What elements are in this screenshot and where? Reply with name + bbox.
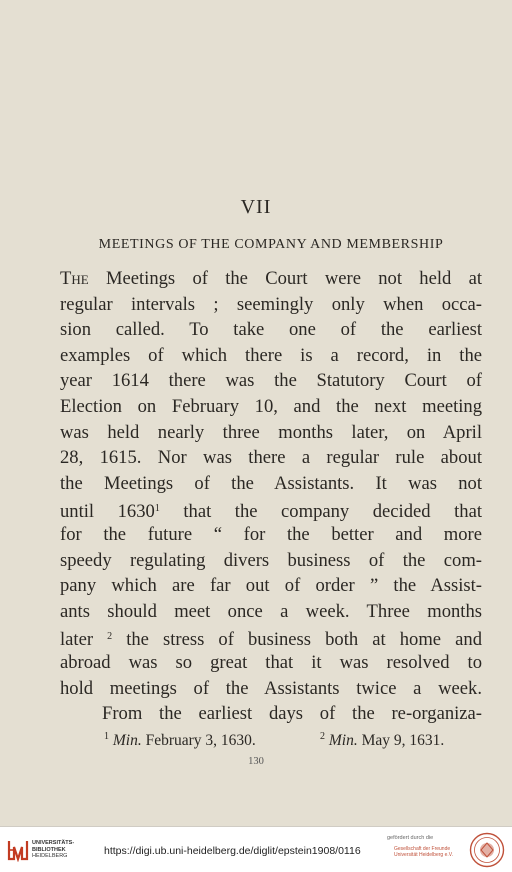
text-line: speedy regulating divers business of the com-: [60, 549, 482, 571]
footnote-2: $^2$ Min. May 9, 1631.: [320, 731, 445, 749]
permalink-url[interactable]: https://digi.ub.uni-heidelberg.de/diglit/epstein1908/0116: [104, 845, 361, 857]
footnote-1: $^1$ Min. February 3, 1630.: [104, 731, 256, 749]
footnote-ref-1[interactable]: 1: [154, 503, 160, 515]
text-line: 28, 1615. Nor was there a regular rule about: [60, 447, 482, 469]
text-line: abroad was so great that it was resolved to: [60, 651, 482, 673]
text-line: for the future “ for the better and more: [60, 523, 482, 545]
university-library-name: UNIVERSITÄTS- BIBLIOTHEK HEIDELBERG: [32, 840, 75, 859]
text-line: later $^2$ the stress of business both at home and: [60, 629, 482, 651]
text-line: hold meetings of the Assistants twice a week.: [60, 677, 482, 699]
chapter-number: VII: [240, 196, 272, 218]
chapter-title: MEETINGS OF THE COMPANY AND MEMBERSHIP: [98, 237, 444, 252]
digitization-footer: [0, 826, 512, 872]
text-line: The Meetings of the Court were not held at: [60, 268, 482, 289]
text-line: Election on February 10, and the next meeting: [60, 395, 482, 417]
opening-word: The: [60, 268, 89, 289]
sponsor-name: Gesellschaft der Freunde Universität Heidelberg e.V.: [394, 846, 454, 858]
text-line: until 1630$^1$ that the company decided that: [60, 501, 482, 523]
text-line: examples of which there is a record, in the: [60, 344, 482, 366]
text-line: regular intervals ; seemingly only when occa-: [60, 293, 482, 315]
page-number: 130: [248, 756, 264, 767]
bleed-through-decoration: [0, 50, 512, 125]
sponsor-heading: gefördert durch die: [387, 835, 434, 841]
text-line: sion called. To take one of the earliest: [60, 319, 482, 341]
text-line: year 1614 there was the Statutory Court of: [60, 370, 482, 392]
text-line: ants should meet once a week. Three months: [60, 600, 482, 622]
text-line: was held nearly three months later, on April: [60, 421, 482, 443]
text-line: the Meetings of the Assistants. It was not: [60, 472, 482, 494]
university-library-logo-icon[interactable]: [6, 838, 30, 862]
text-line: pany which are far out of order ” the Assist-: [60, 575, 482, 597]
body-text: [60, 266, 482, 727]
sponsor-seal-icon[interactable]: [469, 832, 505, 868]
footnote-ref-2[interactable]: 2: [107, 631, 113, 643]
text-line: From the earliest days of the re-organiza-: [102, 703, 482, 725]
